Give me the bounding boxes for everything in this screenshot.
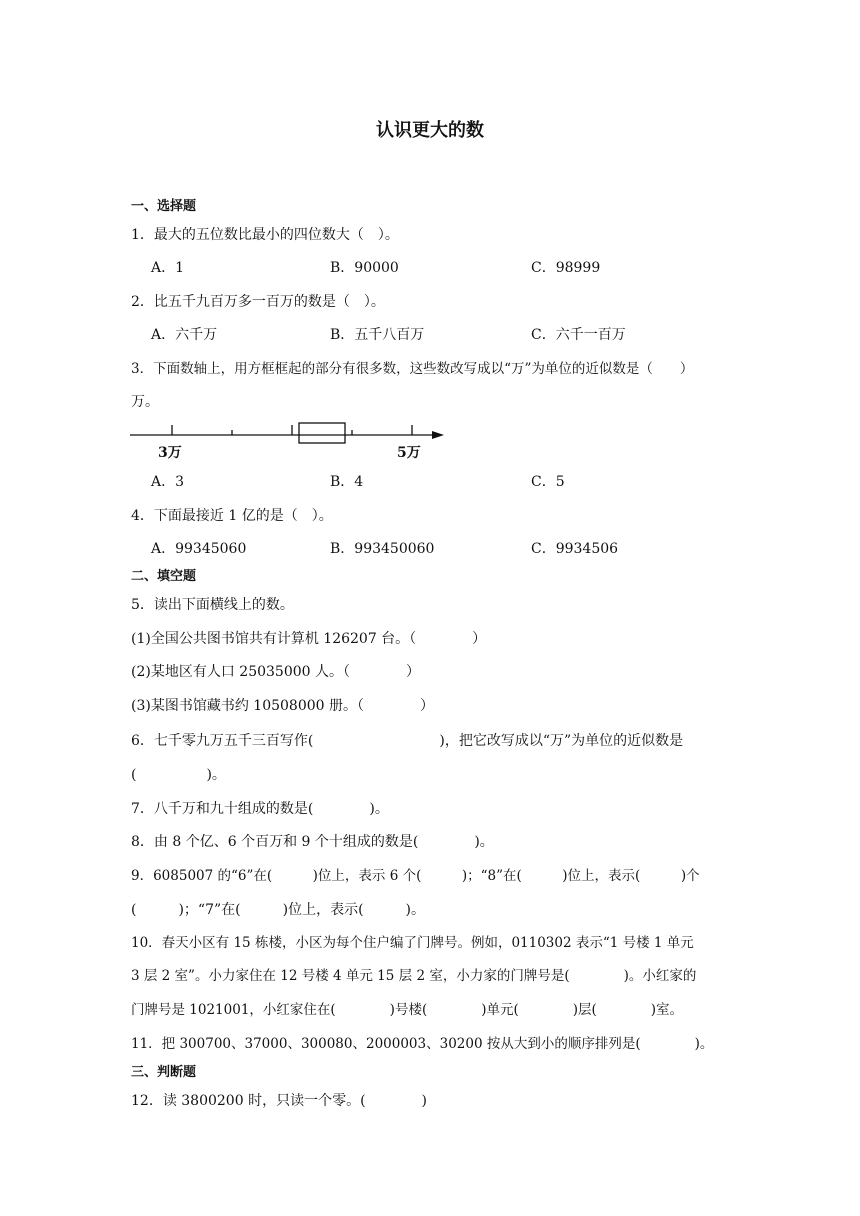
- question-7: 7．八千万和九十组成的数是( )。: [131, 801, 389, 817]
- question-5-part-1: (1)全国公共图书馆共有计算机 126207 台。（ ）: [131, 631, 487, 647]
- q1-option-c: C．98999: [531, 260, 601, 276]
- q4-option-a: A．99345060: [151, 541, 247, 557]
- section-heading-true-false: 三、判断题: [131, 1065, 197, 1080]
- question-4: 4．下面最接近 1 亿的是（ ）。: [131, 508, 333, 524]
- q4-option-c: C．9934506: [531, 541, 619, 557]
- q3-option-a: A．3: [151, 474, 185, 490]
- axis-label-3wan: 3万: [158, 445, 182, 461]
- question-3-continued: 万。: [131, 394, 159, 410]
- q3-option-c: C．5: [531, 474, 565, 490]
- q3-option-b: B．4: [330, 474, 364, 490]
- q2-option-a: A．六千万: [151, 327, 218, 343]
- question-6-continued: ( )。: [131, 767, 226, 783]
- question-6: 6．七千零九万五千三百写作( )，把它改写成以“万”为单位的近似数是: [131, 733, 684, 749]
- question-10: 10．春天小区有 15 栋楼，小区为每个住户编了门牌号。例如，0110302 表示“1 号楼 1 单元: [131, 935, 694, 951]
- question-5: 5．读出下面横线上的数。: [131, 597, 294, 613]
- question-11: 11．把 300700、37000、300080、2000003、30200 按从大到小的顺序排列是( )。: [131, 1036, 714, 1052]
- question-2: 2．比五千九百万多一百万的数是（ ）。: [131, 294, 385, 310]
- section-heading-choice: 一、选择题: [131, 199, 197, 214]
- q2-option-b: B．五千八百万: [330, 327, 425, 343]
- question-10-line-2: 3 层 2 室”。小力家住在 12 号楼 4 单元 15 层 2 室，小力家的门牌号是( )。小红家的: [131, 968, 697, 984]
- q4-option-b: B．993450060: [330, 541, 435, 557]
- question-12: 12．读 3800200 时，只读一个零。( ): [131, 1093, 427, 1109]
- q2-option-c: C．六千一百万: [531, 327, 626, 343]
- question-10-line-3: 门牌号是 1021001，小红家住在( )号楼( )单元( )层( )室。: [131, 1002, 684, 1018]
- q1-option-b: B．90000: [330, 260, 399, 276]
- highlight-box: [299, 423, 345, 443]
- page-title: 认识更大的数: [376, 120, 484, 141]
- question-8: 8．由 8 个亿、6 个百万和 9 个十组成的数是( )。: [131, 834, 494, 850]
- question-1: 1．最大的五位数比最小的四位数大（ ）。: [131, 227, 399, 243]
- question-9: 9．6085007 的“6”在( )位上，表示 6 个( )；“8”在( )位上，表示( )个: [131, 868, 700, 884]
- question-9-continued: ( )；“7”在( )位上，表示( )。: [131, 902, 425, 918]
- axis-label-5wan: 5万: [397, 445, 421, 461]
- section-heading-fill-in: 二、填空题: [131, 569, 197, 584]
- question-3: 3．下面数轴上，用方框框起的部分有很多数，这些数改写成以“万”为单位的近似数是（ ）: [131, 361, 694, 377]
- question-5-part-2: (2)某地区有人口 25035000 人。（ ）: [131, 664, 420, 680]
- question-5-part-3: (3)某图书馆藏书约 10508000 册。（ ）: [131, 698, 434, 714]
- q1-option-a: A．1: [151, 260, 185, 276]
- number-line-arrow: [432, 431, 444, 439]
